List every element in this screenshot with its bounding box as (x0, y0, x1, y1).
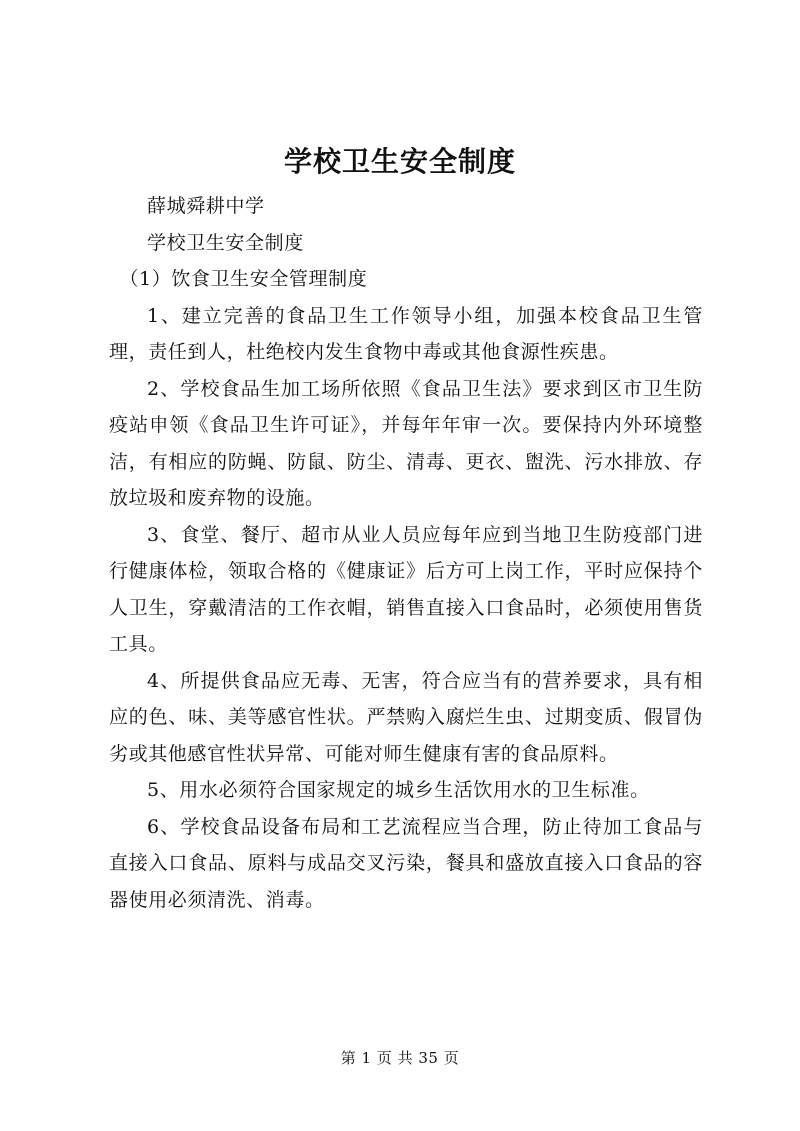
paragraph-item-5: 5、用水必须符合国家规定的城乡生活饮用水的卫生标准。 (147, 779, 650, 801)
school-name-line: 薛城舜耕中学 (147, 195, 265, 217)
paragraph-item-6: 6、学校食品设备布局和工艺流程应当合理，防止待加工食品与直接入口食品、原料与成品交叉污染，餐具和盛放直接入口食品的容器使用必须清洗、消毒。 (109, 815, 703, 911)
document-title: 学校卫生安全制度 (283, 145, 516, 178)
page-number-footer: 第 1 页 共 35 页 (340, 1049, 460, 1067)
section-heading: 学校卫生安全制度 (147, 231, 304, 254)
document-body (109, 188, 703, 918)
paragraph-item-3: 3、食堂、餐厅、超市从业人员应每年应到当地卫生防疫部门进行健康体检，领取合格的《健康证》后方可上岗工作，平时应保持个人卫生，穿戴清洁的工作衣帽，销售直接入口食品时，必须使用售货工具。 (109, 523, 703, 655)
paragraph-item-4: 4、所提供食品应无毒、无害，符合应当有的营养要求，具有相应的色、味、美等感官性状。严禁购入腐烂生虫、过期变质、假冒伪劣或其他感官性状异常、可能对师生健康有害的食品原料。 (109, 669, 703, 765)
subsection-heading: （1）饮食卫生安全管理制度 (119, 268, 368, 290)
paragraph-item-2: 2、学校食品生加工场所依照《食品卫生法》要求到区市卫生防疫站申领《食品卫生许可证》，并每年年审一次。要保持内外环境整洁，有相应的防蝇、防鼠、防尘、清毒、更衣、盥洗、污水排放、存放垃圾和废弃物的设施。 (109, 377, 703, 509)
paragraph-item-1: 1、建立完善的食品卫生工作领导小组，加强本校食品卫生管理，责任到人，杜绝校内发生食物中毒或其他食源性疾患。 (109, 304, 703, 363)
